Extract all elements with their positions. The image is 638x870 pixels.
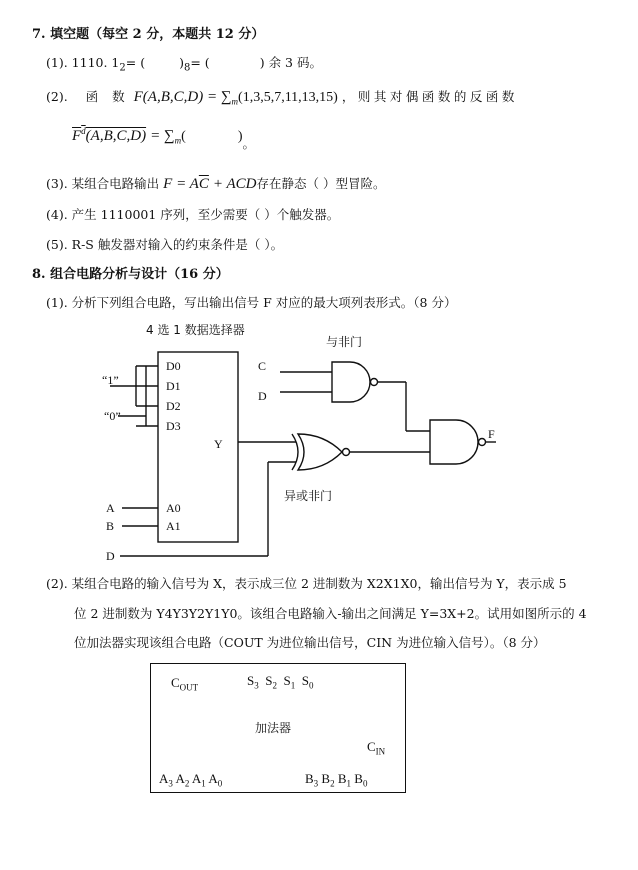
input-a: A [106, 501, 115, 515]
xnor-label: 异或非门 [284, 489, 333, 503]
q7-item4: (4). 产生 1110001 序列，至少需要（ ）个触发器。 [46, 207, 340, 222]
mux-pin-d2: D2 [166, 399, 181, 413]
q7-title: 7. 填空题（每空 2 分，本题共 12 分） [32, 27, 265, 42]
q7-item3: (3). 某组合电路输出 $F = A\overline{C}$ + ACD存在静态（ ）型冒险。 [46, 176, 386, 192]
dual-func-bar: $F^d(A,B,C,D)$ [72, 126, 147, 144]
q8-title: 8. 组合电路分析与设计（16 分） [32, 267, 229, 282]
adder-s-outputs: $S_3$ $S_2$ $S_1$ $S_0$ [247, 673, 314, 691]
nand-label: 与非门 [326, 335, 363, 349]
q7-item5: (5). R-S 触发器对输入的约束条件是（ ）。 [46, 237, 284, 252]
mux-pin-d1: D1 [166, 379, 181, 393]
adder-a-inputs: $A_3$ $A_2$ $A_1$ $A_0$ [159, 771, 223, 789]
circuit-diagram [0, 316, 638, 566]
q8-part2-line2: 位 2 进制数为 Y4Y3Y2Y1Y0。该组合电路输入-输出之间满足 Y=3X+2。试用如图所示的 4 [74, 606, 587, 621]
adder-box [150, 663, 406, 793]
output-f: F [488, 427, 495, 441]
mux-pin-a0: A0 [166, 501, 181, 515]
input-c: C [258, 359, 267, 373]
q8-part2-line3: 位加法器实现该组合电路（COUT 为进位输出信号，CIN 为进位输入信号）。（8 分） [74, 635, 546, 650]
const-zero: “0” [104, 409, 121, 423]
q8-part2-line1: (2). 某组合电路的输入信号为 X，表示成三位 2 进制数为 X2X1X0，输出信号为 Y，表示成 5 [46, 576, 567, 591]
nand-gate-1 [332, 362, 370, 402]
adder-b-inputs: $B_3$ $B_2$ $B_1$ $B_0$ [305, 771, 368, 789]
adder-cout: $C_{OUT}$ [171, 675, 199, 693]
mux-pin-a1: A1 [166, 519, 181, 533]
mux-pin-d0: D0 [166, 359, 181, 373]
q7-item2-line1: (2). 函 数 $F(A,B,C,D) = \sum_m(1,3,5,7,11,13,15)$ ，则其对偶函数的反函数 [46, 89, 518, 107]
nand-gate-2 [430, 420, 478, 464]
mux-title: 4 选 1 数据选择器 [146, 323, 245, 337]
q7-item2-line2: $F^d(A,B,C,D) = \sum_m$( )。 [72, 126, 255, 151]
adder-cin: $C_{IN}$ [367, 739, 386, 757]
q7-item1: (1). 1110. $1_2=$ ( )$_8=$ ( ) 余 3 码。 [46, 55, 322, 74]
const-one: “1” [102, 373, 119, 387]
mux-pin-y: Y [214, 437, 223, 451]
input-d-bottom: D [106, 549, 115, 563]
xnor-gate [298, 434, 342, 470]
input-b: B [106, 519, 115, 533]
adder-label: 加法器 [255, 721, 292, 735]
input-d-top: D [258, 389, 267, 403]
q8-part1: (1). 分析下列组合电路，写出输出信号 F 对应的最大项列表形式。（8 分） [46, 295, 457, 310]
mux-pin-d3: D3 [166, 419, 181, 433]
